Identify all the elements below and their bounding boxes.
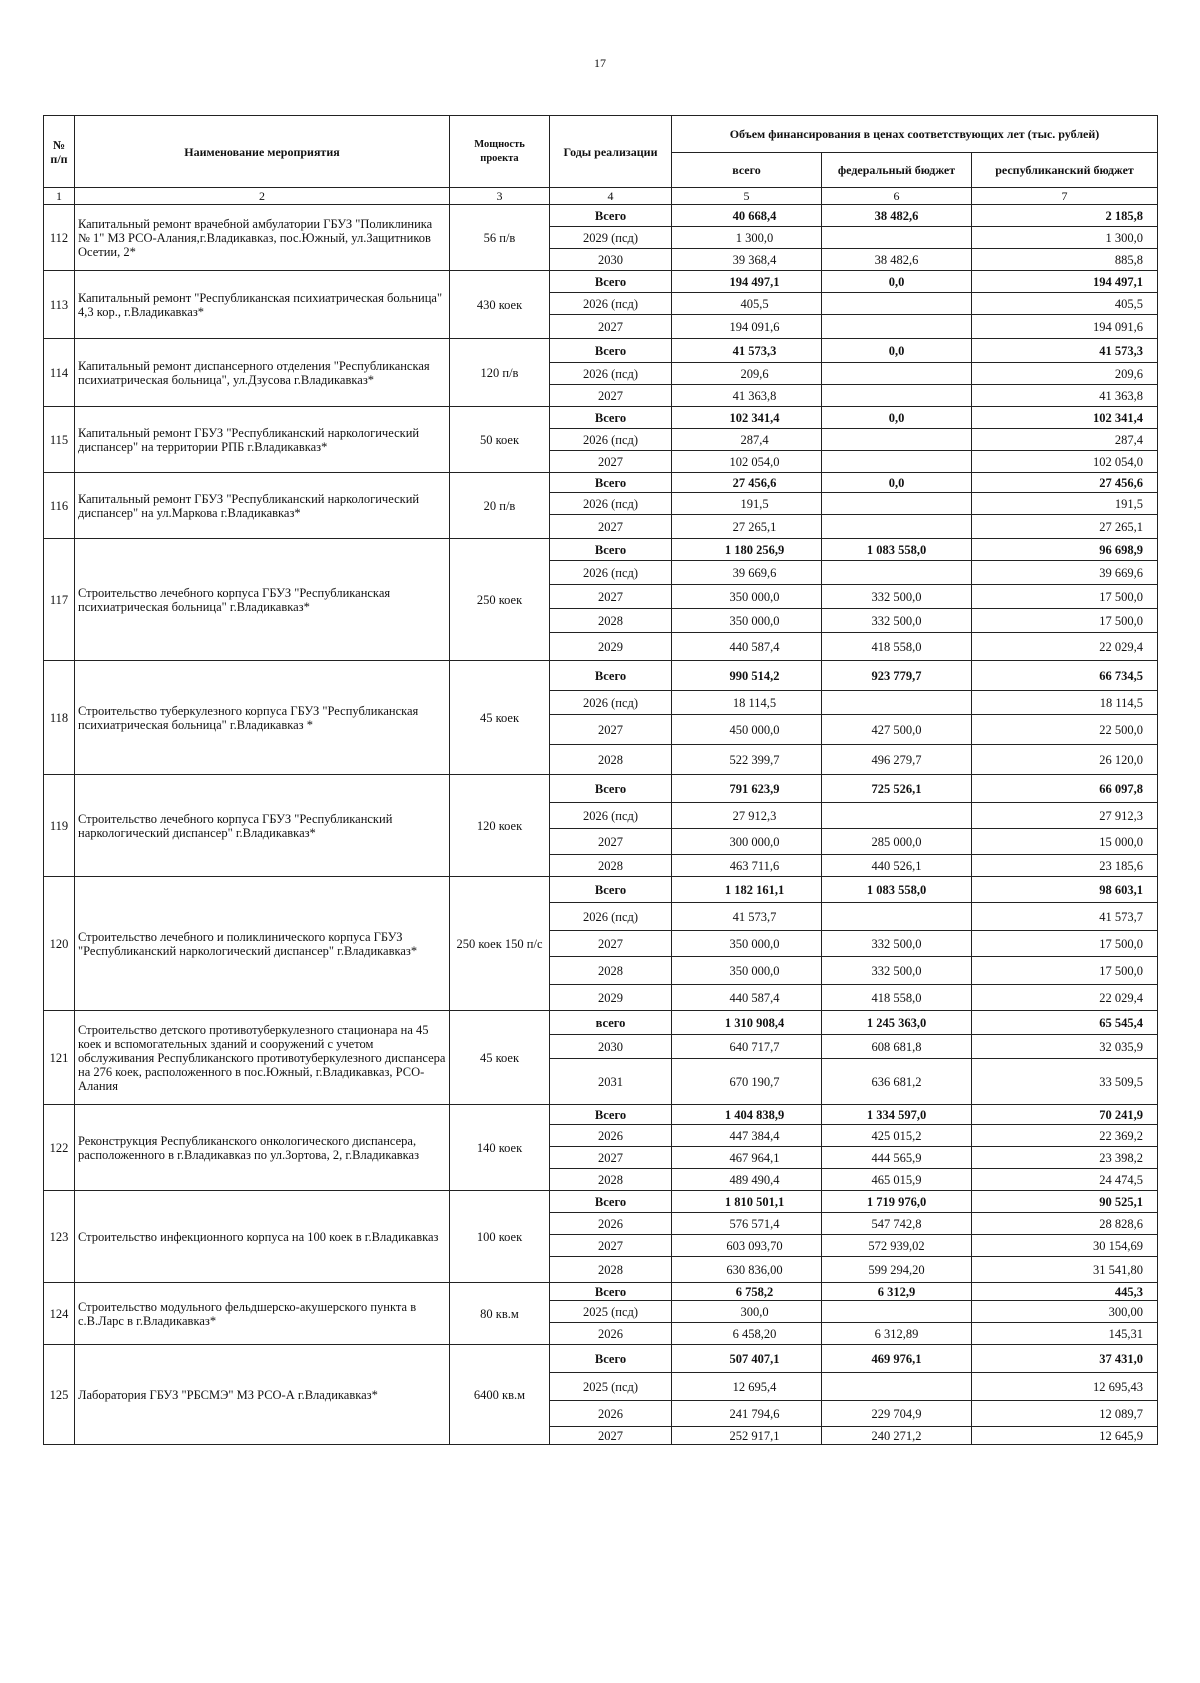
table-header [44,116,1158,205]
total-cell: 287,4 [672,429,822,451]
item-name: Строительство модульного фельдшерско-акушерского пункта в с.В.Ларс в г.Владикавказ* [75,1283,450,1345]
item-number: 116 [44,473,75,539]
federal-cell: 444 565,9 [822,1147,972,1169]
total-cell: 440 587,4 [672,633,822,661]
year-cell: 2027 [550,829,672,855]
item-number: 118 [44,661,75,775]
federal-cell: 0,0 [822,271,972,293]
federal-cell: 0,0 [822,339,972,363]
federal-cell: 6 312,9 [822,1283,972,1301]
page-number: 17 [594,56,606,70]
year-cell: 2026 [550,1323,672,1345]
republic-cell: 23 398,2 [972,1147,1158,1169]
header-name: Наименование мероприятия [75,116,450,188]
federal-cell: 547 742,8 [822,1213,972,1235]
republic-cell: 445,3 [972,1283,1158,1301]
item-capacity: 50 коек [450,407,550,473]
federal-cell [822,493,972,515]
year-cell: Всего [550,271,672,293]
item-name: Реконструкция Республиканского онкологического диспансера, расположенного в г.Владикавказ по ул.Зортова, 2, г.Владикавказ [75,1105,450,1191]
table-row [44,271,1158,293]
year-cell: 2027 [550,385,672,407]
year-cell: 2029 [550,633,672,661]
republic-cell: 24 474,5 [972,1169,1158,1191]
funding-table [43,115,1158,1445]
total-cell: 350 000,0 [672,931,822,957]
year-cell: 2026 [550,1125,672,1147]
republic-cell: 70 241,9 [972,1105,1158,1125]
year-cell: 2026 (псд) [550,363,672,385]
header-years: Годы реализации [550,116,672,188]
year-cell: 2027 [550,715,672,745]
item-name: Капитальный ремонт диспансерного отделения "Республиканская психиатрическая больница", ул.Дзусова г.Владикавказ* [75,339,450,407]
table-row [44,1283,1158,1301]
year-cell: Всего [550,1345,672,1373]
federal-cell [822,227,972,249]
year-cell: 2027 [550,315,672,339]
federal-cell: 229 704,9 [822,1401,972,1427]
year-cell: 2026 (псд) [550,429,672,451]
republic-cell: 17 500,0 [972,585,1158,609]
year-cell: 2028 [550,1257,672,1283]
year-cell: Всего [550,1105,672,1125]
total-cell: 350 000,0 [672,585,822,609]
header-funding: Объем финансирования в ценах соответствующих лет (тыс. рублей) [672,116,1158,153]
item-number: 123 [44,1191,75,1283]
federal-cell: 440 526,1 [822,855,972,877]
federal-cell: 418 558,0 [822,633,972,661]
republic-cell: 28 828,6 [972,1213,1158,1235]
total-cell: 1 182 161,1 [672,877,822,903]
republic-cell: 12 695,43 [972,1373,1158,1401]
year-cell: Всего [550,1283,672,1301]
total-cell: 1 300,0 [672,227,822,249]
federal-cell: 332 500,0 [822,609,972,633]
republic-cell: 194 497,1 [972,271,1158,293]
column-number: 3 [450,188,550,205]
federal-cell [822,515,972,539]
total-cell: 41 573,7 [672,903,822,931]
table-row [44,1345,1158,1373]
federal-cell: 496 279,7 [822,745,972,775]
federal-cell: 636 681,2 [822,1059,972,1105]
republic-cell: 15 000,0 [972,829,1158,855]
republic-cell: 287,4 [972,429,1158,451]
republic-cell: 18 114,5 [972,691,1158,715]
federal-cell: 599 294,20 [822,1257,972,1283]
federal-cell: 0,0 [822,407,972,429]
republic-cell: 41 363,8 [972,385,1158,407]
total-cell: 405,5 [672,293,822,315]
total-cell: 252 917,1 [672,1427,822,1445]
item-capacity: 120 коек [450,775,550,877]
year-cell: 2027 [550,1235,672,1257]
year-cell: 2026 (псд) [550,903,672,931]
year-cell: Всего [550,205,672,227]
republic-cell: 41 573,3 [972,339,1158,363]
item-number: 113 [44,271,75,339]
year-cell: 2026 (псд) [550,691,672,715]
republic-cell: 885,8 [972,249,1158,271]
year-cell: 2027 [550,585,672,609]
federal-cell: 608 681,8 [822,1035,972,1059]
table-row [44,407,1158,429]
item-capacity: 20 п/в [450,473,550,539]
total-cell: 450 000,0 [672,715,822,745]
table-row [44,205,1158,227]
item-name: Капитальный ремонт ГБУЗ "Республиканский наркологический диспансер" на территории РПБ г.Владикавказ* [75,407,450,473]
table-row [44,775,1158,803]
total-cell: 1 810 501,1 [672,1191,822,1213]
total-cell: 990 514,2 [672,661,822,691]
total-cell: 27 912,3 [672,803,822,829]
federal-cell: 469 976,1 [822,1345,972,1373]
item-name: Капитальный ремонт ГБУЗ "Республиканский наркологический диспансер" на ул.Маркова г.Владикавказ* [75,473,450,539]
republic-cell: 191,5 [972,493,1158,515]
republic-cell: 66 734,5 [972,661,1158,691]
column-number: 6 [822,188,972,205]
federal-cell [822,803,972,829]
republic-cell: 209,6 [972,363,1158,385]
total-cell: 670 190,7 [672,1059,822,1105]
federal-cell: 572 939,02 [822,1235,972,1257]
item-number: 121 [44,1011,75,1105]
republic-cell: 33 509,5 [972,1059,1158,1105]
year-cell: 2025 (псд) [550,1301,672,1323]
total-cell: 791 623,9 [672,775,822,803]
total-cell: 27 456,6 [672,473,822,493]
table-row [44,661,1158,691]
federal-cell: 465 015,9 [822,1169,972,1191]
republic-cell: 26 120,0 [972,745,1158,775]
year-cell: Всего [550,339,672,363]
republic-cell: 12 645,9 [972,1427,1158,1445]
table-row [44,1191,1158,1213]
total-cell: 39 368,4 [672,249,822,271]
republic-cell: 22 029,4 [972,985,1158,1011]
federal-cell [822,293,972,315]
year-cell: 2028 [550,855,672,877]
republic-cell: 405,5 [972,293,1158,315]
item-name: Капитальный ремонт врачебной амбулатории ГБУЗ "Поликлиника № 1" МЗ РСО-Алания,г.Владикавказ, пос.Южный, ул.Защитников Осетии, 2* [75,205,450,271]
republic-cell: 41 573,7 [972,903,1158,931]
republic-cell: 300,00 [972,1301,1158,1323]
federal-cell: 38 482,6 [822,205,972,227]
column-number: 4 [550,188,672,205]
table-row [44,473,1158,493]
item-name: Строительство лечебного корпуса ГБУЗ "Республиканская психиатрическая больница" г.Владикавказ* [75,539,450,661]
year-cell: 2026 (псд) [550,803,672,829]
item-number: 117 [44,539,75,661]
item-capacity: 56 п/в [450,205,550,271]
item-number: 124 [44,1283,75,1345]
total-cell: 194 091,6 [672,315,822,339]
year-cell: 2026 [550,1213,672,1235]
total-cell: 194 497,1 [672,271,822,293]
item-capacity: 80 кв.м [450,1283,550,1345]
column-number-row [44,188,1158,205]
federal-cell: 425 015,2 [822,1125,972,1147]
federal-cell [822,1301,972,1323]
republic-cell: 27 456,6 [972,473,1158,493]
republic-cell: 37 431,0 [972,1345,1158,1373]
header-num: № п/п [44,116,75,188]
republic-cell: 30 154,69 [972,1235,1158,1257]
federal-cell [822,429,972,451]
year-cell: 2027 [550,451,672,473]
year-cell: 2027 [550,1427,672,1445]
republic-cell: 22 500,0 [972,715,1158,745]
republic-cell: 17 500,0 [972,931,1158,957]
year-cell: 2026 [550,1401,672,1427]
year-cell: Всего [550,407,672,429]
total-cell: 102 054,0 [672,451,822,473]
item-capacity: 140 коек [450,1105,550,1191]
column-number: 5 [672,188,822,205]
column-number: 7 [972,188,1158,205]
year-cell: 2028 [550,609,672,633]
total-cell: 41 573,3 [672,339,822,363]
republic-cell: 23 185,6 [972,855,1158,877]
year-cell: 2028 [550,745,672,775]
year-cell: 2026 (псд) [550,561,672,585]
total-cell: 27 265,1 [672,515,822,539]
republic-cell: 32 035,9 [972,1035,1158,1059]
item-capacity: 45 коек [450,1011,550,1105]
federal-cell [822,1373,972,1401]
republic-cell: 31 541,80 [972,1257,1158,1283]
item-name: Капитальный ремонт "Республиканская психиатрическая больница" 4,3 кор., г.Владикавказ* [75,271,450,339]
total-cell: 350 000,0 [672,609,822,633]
total-cell: 102 341,4 [672,407,822,429]
item-capacity: 250 коек [450,539,550,661]
republic-cell: 98 603,1 [972,877,1158,903]
total-cell: 300 000,0 [672,829,822,855]
republic-cell: 90 525,1 [972,1191,1158,1213]
year-cell: 2027 [550,1147,672,1169]
federal-cell: 332 500,0 [822,585,972,609]
republic-cell: 27 265,1 [972,515,1158,539]
total-cell: 576 571,4 [672,1213,822,1235]
republic-cell: 145,31 [972,1323,1158,1345]
federal-cell [822,385,972,407]
republic-cell: 27 912,3 [972,803,1158,829]
republic-cell: 22 029,4 [972,633,1158,661]
item-capacity: 100 коек [450,1191,550,1283]
item-number: 125 [44,1345,75,1445]
total-cell: 1 310 908,4 [672,1011,822,1035]
year-cell: 2026 (псд) [550,293,672,315]
total-cell: 12 695,4 [672,1373,822,1401]
republic-cell: 102 054,0 [972,451,1158,473]
total-cell: 300,0 [672,1301,822,1323]
republic-cell: 65 545,4 [972,1011,1158,1035]
total-cell: 1 404 838,9 [672,1105,822,1125]
total-cell: 447 384,4 [672,1125,822,1147]
table-row [44,339,1158,363]
federal-cell [822,363,972,385]
federal-cell: 285 000,0 [822,829,972,855]
republic-cell: 1 300,0 [972,227,1158,249]
total-cell: 40 668,4 [672,205,822,227]
year-cell: 2031 [550,1059,672,1105]
republic-cell: 17 500,0 [972,609,1158,633]
item-number: 112 [44,205,75,271]
item-capacity: 430 коек [450,271,550,339]
federal-cell: 240 271,2 [822,1427,972,1445]
republic-cell: 39 669,6 [972,561,1158,585]
federal-cell: 332 500,0 [822,957,972,985]
total-cell: 6 758,2 [672,1283,822,1301]
table-row [44,1105,1158,1125]
table-body [44,205,1158,1445]
republic-cell: 194 091,6 [972,315,1158,339]
federal-cell: 418 558,0 [822,985,972,1011]
total-cell: 191,5 [672,493,822,515]
federal-cell [822,691,972,715]
header-capacity: Мощность проекта [450,116,550,188]
federal-cell: 1 334 597,0 [822,1105,972,1125]
item-number: 122 [44,1105,75,1191]
year-cell: 2027 [550,931,672,957]
federal-cell: 38 482,6 [822,249,972,271]
year-cell: Всего [550,661,672,691]
item-name: Строительство инфекционного корпуса на 100 коек в г.Владикавказ [75,1191,450,1283]
item-name: Лаборатория ГБУЗ "РБСМЭ" МЗ РСО-А г.Владикавказ* [75,1345,450,1445]
column-number: 2 [75,188,450,205]
republic-cell: 2 185,8 [972,205,1158,227]
total-cell: 630 836,00 [672,1257,822,1283]
republic-cell: 102 341,4 [972,407,1158,429]
item-name: Строительство детского противотуберкулезного стационара на 45 коек и вспомогательных зданий и сооружений с учетом обслуживания Республиканского противотуберкулезного диспансера на 276 коек, расположенного в пос.Южный, г.Владикавказ, РСО-Алания [75,1011,450,1105]
year-cell: Всего [550,1191,672,1213]
total-cell: 6 458,20 [672,1323,822,1345]
federal-cell: 923 779,7 [822,661,972,691]
year-cell: 2027 [550,515,672,539]
year-cell: Всего [550,473,672,493]
header-federal: федеральный бюджет [822,153,972,188]
total-cell: 241 794,6 [672,1401,822,1427]
federal-cell [822,903,972,931]
item-number: 119 [44,775,75,877]
year-cell: Всего [550,877,672,903]
total-cell: 640 717,7 [672,1035,822,1059]
federal-cell: 332 500,0 [822,931,972,957]
item-name: Строительство туберкулезного корпуса ГБУЗ "Республиканская психиатрическая больница" г.Владикавказ * [75,661,450,775]
header-total: всего [672,153,822,188]
republic-cell: 22 369,2 [972,1125,1158,1147]
year-cell: 2028 [550,957,672,985]
federal-cell: 725 526,1 [822,775,972,803]
total-cell: 463 711,6 [672,855,822,877]
year-cell: 2026 (псд) [550,493,672,515]
total-cell: 467 964,1 [672,1147,822,1169]
year-cell: 2025 (псд) [550,1373,672,1401]
item-number: 114 [44,339,75,407]
table-row [44,539,1158,561]
year-cell: всего [550,1011,672,1035]
federal-cell: 1 083 558,0 [822,877,972,903]
federal-cell [822,561,972,585]
federal-cell [822,315,972,339]
republic-cell: 66 097,8 [972,775,1158,803]
total-cell: 350 000,0 [672,957,822,985]
total-cell: 209,6 [672,363,822,385]
republic-cell: 12 089,7 [972,1401,1158,1427]
year-cell: 2030 [550,1035,672,1059]
item-capacity: 6400 кв.м [450,1345,550,1445]
header-republic: республиканский бюджет [972,153,1158,188]
federal-cell: 1 719 976,0 [822,1191,972,1213]
item-capacity: 250 коек 150 п/с [450,877,550,1011]
federal-cell: 1 083 558,0 [822,539,972,561]
item-name: Строительство лечебного корпуса ГБУЗ "Республиканский наркологический диспансер" г.Владикавказ* [75,775,450,877]
year-cell: 2029 (псд) [550,227,672,249]
item-name: Строительство лечебного и поликлинического корпуса ГБУЗ "Республиканский наркологический диспансер" г.Владикавказ* [75,877,450,1011]
table-row [44,877,1158,903]
year-cell: Всего [550,775,672,803]
item-number: 120 [44,877,75,1011]
year-cell: 2028 [550,1169,672,1191]
federal-cell: 1 245 363,0 [822,1011,972,1035]
total-cell: 440 587,4 [672,985,822,1011]
table-row [44,1011,1158,1035]
total-cell: 603 093,70 [672,1235,822,1257]
item-capacity: 120 п/в [450,339,550,407]
column-number: 1 [44,188,75,205]
item-capacity: 45 коек [450,661,550,775]
total-cell: 1 180 256,9 [672,539,822,561]
federal-cell [822,451,972,473]
total-cell: 489 490,4 [672,1169,822,1191]
item-number: 115 [44,407,75,473]
total-cell: 18 114,5 [672,691,822,715]
total-cell: 41 363,8 [672,385,822,407]
federal-cell: 427 500,0 [822,715,972,745]
total-cell: 39 669,6 [672,561,822,585]
federal-cell: 0,0 [822,473,972,493]
year-cell: Всего [550,539,672,561]
federal-cell: 6 312,89 [822,1323,972,1345]
total-cell: 507 407,1 [672,1345,822,1373]
republic-cell: 17 500,0 [972,957,1158,985]
year-cell: 2030 [550,249,672,271]
republic-cell: 96 698,9 [972,539,1158,561]
total-cell: 522 399,7 [672,745,822,775]
year-cell: 2029 [550,985,672,1011]
